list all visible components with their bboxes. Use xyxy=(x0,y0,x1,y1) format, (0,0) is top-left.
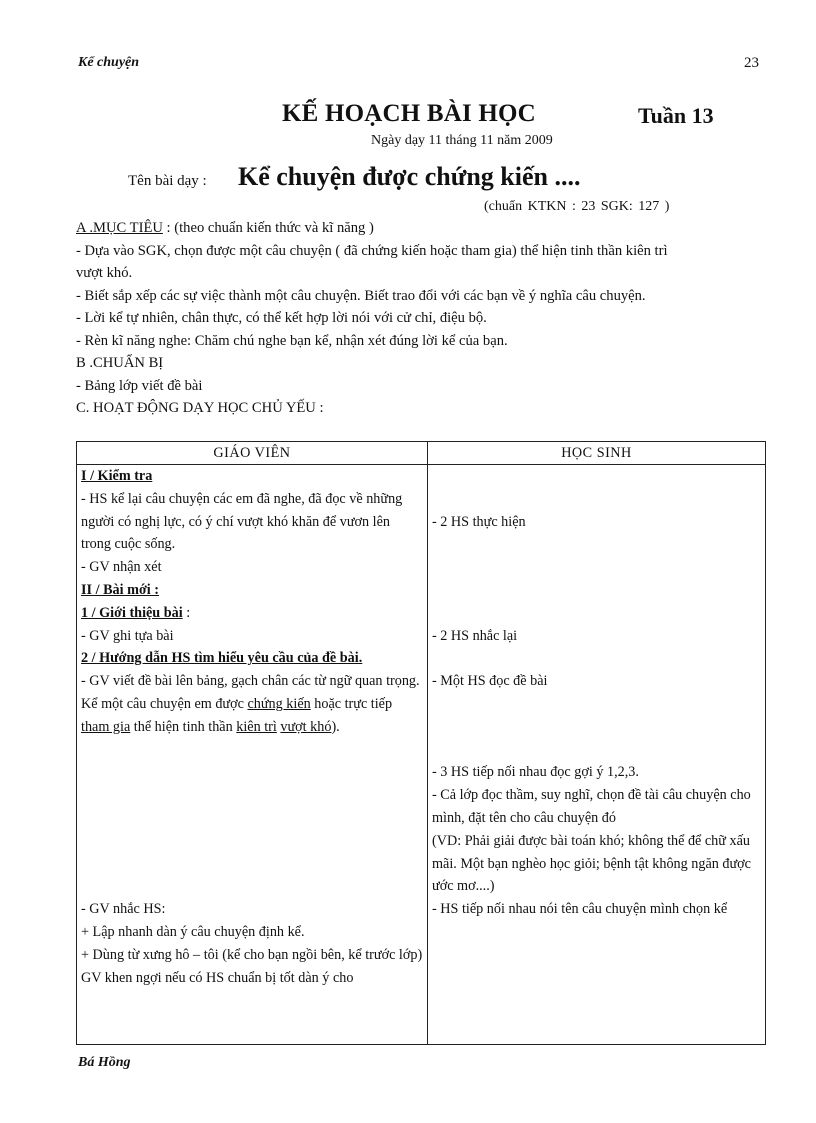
teacher-column-header: GIÁO VIÊN xyxy=(77,442,428,465)
objective-line: - Rèn kĩ năng nghe: Chăm chú nghe bạn kể, nhận xét đúng lời kể của bạn. xyxy=(76,332,508,349)
preparation-heading: B .CHUẨN BỊ xyxy=(76,355,164,371)
header-subject: Kể chuyện xyxy=(78,55,140,70)
lesson-reference: (chuẩn KTKN : 23 SGK: 127 ) xyxy=(484,199,670,214)
lesson-title: Kể chuyện được chứng kiến .... xyxy=(238,162,581,191)
lesson-label: Tên bài dạy : xyxy=(128,173,207,189)
student-line: (VD: Phải giải được bài toán khó; không thể để chữ xấu mãi. Một bạn nghèo học giỏi; bệnh tật không ngăn được ước mơ....) xyxy=(432,832,751,895)
table-body-row xyxy=(77,465,766,1045)
quote-text: thể hiện tinh thần xyxy=(130,718,237,735)
student-line: - 2 HS nhắc lại xyxy=(432,627,518,644)
student-line: - Cả lớp đọc thầm, suy nghĩ, chọn đề tài câu chuyện cho mình, đặt tên cho câu chuyện đó xyxy=(432,787,751,826)
quote-keyword: tham gia xyxy=(81,718,131,735)
quote-text: Kể một câu chuyện em được xyxy=(81,695,248,712)
table-header-row xyxy=(77,442,766,465)
lesson-sections xyxy=(76,217,766,420)
objective-line: - Dựa vào SGK, chọn được một câu chuyện ( đã chứng kiến hoặc tham gia) thể hiện tinh thần kiên trì xyxy=(76,242,668,259)
teaching-date: Ngày dạy 11 tháng 11 năm 2009 xyxy=(371,133,553,148)
teacher-line: - GV ghi tựa bài xyxy=(81,627,174,644)
intro-heading-text: 1 / Giới thiệu bài xyxy=(81,604,183,621)
objective-line: - Biết sắp xếp các sự việc thành một câu chuyện. Biết trao đổi với các bạn về ý nghĩa câu chuyện. xyxy=(76,287,646,304)
quote-keyword: kiên trì xyxy=(236,718,277,735)
objectives-heading-text: A .MỤC TIÊU xyxy=(76,220,163,236)
student-line: - 2 HS thực hiện xyxy=(432,513,526,530)
preparation-line: - Bảng lớp viết đề bài xyxy=(76,377,203,394)
intro-heading-tail: : xyxy=(182,604,191,621)
quote-text: ). xyxy=(331,718,340,735)
section-check-heading: I / Kiểm tra xyxy=(81,468,153,484)
objectives-heading xyxy=(76,217,766,240)
week-label: Tuần 13 xyxy=(638,103,714,128)
section-new-lesson-heading: II / Bài mới : xyxy=(81,581,160,598)
teacher-cell xyxy=(77,465,428,1045)
assignment-quote xyxy=(81,693,423,739)
activities-heading: C. HOẠT ĐỘNG DẠY HỌC CHỦ YẾU : xyxy=(76,400,324,416)
guide-heading: 2 / Hướng dẫn HS tìm hiểu yêu cầu của đề bài. xyxy=(81,650,363,667)
quote-text: hoặc trực tiếp xyxy=(310,695,393,712)
teacher-line: + Lập nhanh dàn ý câu chuyện định kể. xyxy=(81,923,305,940)
teacher-line: + Dùng từ xưng hô – tôi (kể cho bạn ngồi bên, kể trước lớp) xyxy=(81,946,423,963)
student-line: - HS tiếp nối nhau nói tên câu chuyện mình chọn kể xyxy=(432,901,728,918)
student-line: - 3 HS tiếp nối nhau đọc gợi ý 1,2,3. xyxy=(432,764,639,781)
objectives-heading-note: : (theo chuẩn kiến thức và kĩ năng ) xyxy=(162,220,374,236)
page-title: KẾ HOẠCH BÀI HỌC xyxy=(282,100,536,127)
page-number: 23 xyxy=(744,55,759,71)
quote-keyword: vượt khó xyxy=(280,718,332,735)
quote-keyword: chứng kiến xyxy=(247,695,311,712)
teacher-line: - GV nhắc HS: xyxy=(81,901,166,918)
student-cell xyxy=(428,465,766,1045)
teacher-line: GV khen ngợi nếu có HS chuẩn bị tốt dàn ý cho xyxy=(81,969,354,986)
activities-table xyxy=(76,441,766,1045)
footer-author: Bá Hồng xyxy=(78,1055,131,1070)
objective-line: vượt khó. xyxy=(76,265,133,281)
student-column-header: HỌC SINH xyxy=(428,442,766,465)
intro-heading xyxy=(81,602,423,625)
student-line: - Một HS đọc đề bài xyxy=(432,673,548,690)
teacher-line: - HS kể lại câu chuyện các em đã nghe, đã đọc về những người có nghị lực, có ý chí vượt khó khăn để vươn lên trong cuộc sống. xyxy=(81,490,403,553)
teacher-line: - GV viết đề bài lên bảng, gạch chân các từ ngữ quan trọng. xyxy=(81,673,420,690)
objective-line: - Lời kể tự nhiên, chân thực, có thể kết hợp lời nói với cử chỉ, điệu bộ. xyxy=(76,310,487,326)
teacher-line: - GV nhận xét xyxy=(81,559,162,576)
